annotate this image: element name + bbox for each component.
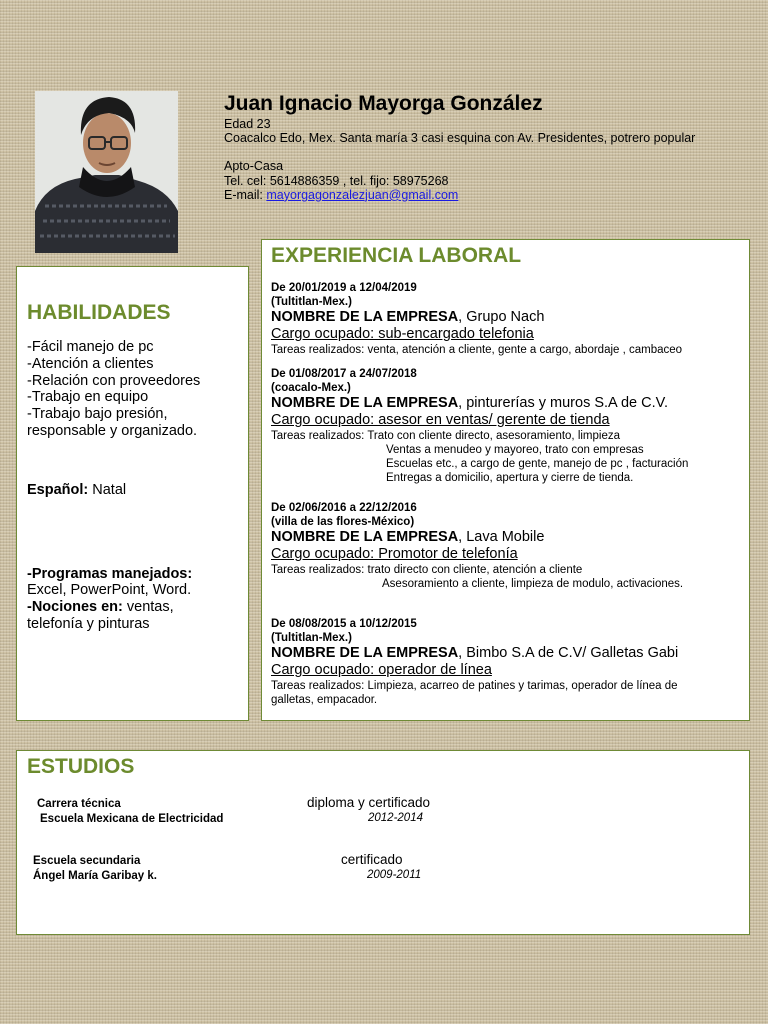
experience-panel (261, 239, 750, 721)
skill-item: -Atención a clientes (27, 355, 154, 372)
job-dates: De 20/01/2019 a 12/04/2019 (271, 282, 417, 294)
company-name: , Lava Mobile (458, 529, 545, 545)
studies-panel (16, 750, 750, 935)
study-school: Ángel María Garibay k. (33, 870, 157, 882)
job-tasks: Entregas a domicilio, apertura y cierre de tienda. (386, 472, 634, 484)
study-entry (33, 854, 157, 884)
study-years: 2009-2011 (367, 869, 422, 881)
skills-title: HABILIDADES (27, 301, 171, 324)
email-label: E-mail: (224, 187, 267, 202)
housing: Apto-Casa (224, 159, 284, 174)
job-entry (271, 367, 740, 485)
company-label: NOMBRE DE LA EMPRESA (271, 395, 459, 411)
notions-label: -Nociones en: (27, 599, 123, 616)
job-company (271, 395, 740, 412)
job-role: Cargo ocupado: operador de línea (271, 662, 492, 678)
job-place: (Tultitlan-Mex.) (271, 296, 352, 308)
skill-item: responsable y organizado. (27, 422, 198, 439)
language-value: Natal (88, 481, 127, 498)
company-name: , pinturerías y muros S.A de C.V. (458, 395, 668, 411)
email-link[interactable]: mayorgagonzalezjuan@gmail.com (266, 187, 459, 202)
job-company (271, 309, 740, 326)
profile-photo (35, 91, 178, 253)
company-label: NOMBRE DE LA EMPRESA (271, 529, 459, 545)
phones: Tel. cel: 5614886359 , tel. fijo: 58975268 (224, 173, 449, 188)
study-entry (37, 797, 223, 827)
job-company (271, 645, 740, 662)
language-label: Español: (27, 481, 89, 498)
job-dates: De 02/06/2016 a 22/12/2016 (271, 502, 417, 514)
company-name: , Grupo Nach (458, 309, 545, 325)
job-place: (villa de las flores-México) (271, 516, 415, 528)
job-tasks: galletas, empacador. (271, 694, 378, 706)
skill-item: -Relación con proveedores (27, 372, 201, 389)
candidate-name: Juan Ignacio Mayorga González (224, 92, 543, 115)
skill-item: -Trabajo en equipo (27, 389, 149, 406)
job-entry (271, 617, 740, 707)
contact-header (224, 92, 744, 202)
skills-list (27, 339, 238, 440)
language-line (27, 482, 238, 499)
study-school: Escuela Mexicana de Electricidad (40, 813, 224, 825)
job-role: Cargo ocupado: sub-encargado telefonia (271, 326, 534, 342)
age: Edad 23 (224, 117, 271, 131)
job-company (271, 529, 740, 546)
job-role: Cargo ocupado: Promotor de telefonía (271, 546, 518, 562)
job-tasks: Tareas realizados: Limpieza, acarreo de patines y tarimas, operador de línea de (271, 680, 678, 692)
address: Coacalco Edo, Mex. Santa maría 3 casi esquina con Av. Presidentes, potrero popular (224, 131, 696, 146)
skill-item: -Trabajo bajo presión, (27, 406, 168, 423)
programs-value: Excel, PowerPoint, Word. (27, 582, 192, 599)
job-role: Cargo ocupado: asesor en ventas/ gerente de tienda (271, 412, 610, 428)
job-tasks: Escuelas etc., a cargo de gente, manejo de pc , facturación (386, 458, 689, 470)
notions-value-2: telefonía y pinturas (27, 615, 150, 632)
studies-title: ESTUDIOS (27, 755, 135, 778)
company-name: , Bimbo S.A de C.V/ Galletas Gabi (458, 645, 679, 661)
job-place: (Tultitlan-Mex.) (271, 632, 352, 644)
company-label: NOMBRE DE LA EMPRESA (271, 309, 459, 325)
email-line (224, 188, 744, 202)
programs-label: -Programas manejados: (27, 565, 193, 582)
job-entry (271, 501, 740, 591)
job-tasks: Asesoramiento a cliente, limpieza de modulo, activaciones. (382, 578, 684, 590)
study-years: 2012-2014 (368, 812, 423, 824)
skills-panel (16, 266, 249, 721)
study-document: diploma y certificado (307, 795, 431, 810)
job-tasks: Tareas realizados: trato directo con cliente, atención a cliente (271, 564, 583, 576)
job-dates: De 01/08/2017 a 24/07/2018 (271, 368, 417, 380)
skill-item: -Fácil manejo de pc (27, 339, 154, 355)
study-level: Escuela secundaria (33, 855, 141, 867)
study-document: certificado (341, 852, 403, 867)
company-label: NOMBRE DE LA EMPRESA (271, 645, 459, 661)
experience-title: EXPERIENCIA LABORAL (271, 244, 522, 267)
job-dates: De 08/08/2015 a 10/12/2015 (271, 618, 417, 630)
person-portrait-icon (35, 91, 178, 253)
study-level: Carrera técnica (37, 798, 121, 810)
job-entry (271, 281, 740, 357)
job-tasks: Tareas realizados: venta, atención a cliente, gente a cargo, abordaje , cambaceo (271, 344, 683, 356)
job-tasks: Tareas realizados: Trato con cliente directo, asesoramiento, limpieza (271, 430, 621, 442)
job-place: (coacalo-Mex.) (271, 382, 351, 394)
programs-block (27, 566, 238, 633)
notions-value: ventas, (122, 599, 174, 616)
job-tasks: Ventas a menudeo y mayoreo, trato con empresas (386, 444, 644, 456)
